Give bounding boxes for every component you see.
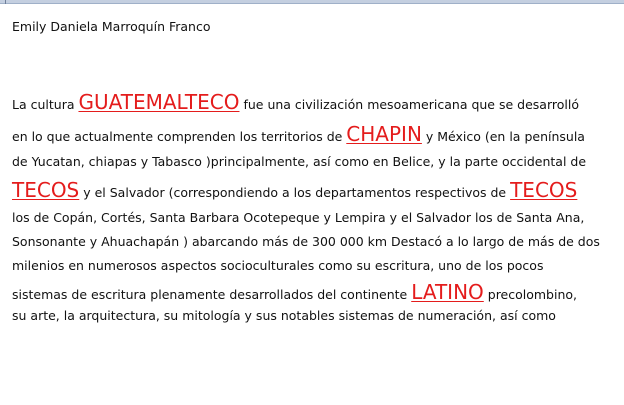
paragraph-line [12,148,586,176]
text-run: los de Copán, Cortés, Santa Barbara Ocotepeque y Lempira y el Salvador los de Santa Ana, [12,210,585,225]
ruler-edge [0,0,624,4]
highlighted-word: LATINO [411,280,484,304]
text-run: en lo que actualmente comprenden los territorios de [12,129,347,144]
text-run: fue una civilización mesoamericana que se desarrolló [239,97,579,112]
text-run: y México (en la península [421,129,585,144]
paragraph-line [12,176,577,204]
text-run: su arte, la arquitectura, su mitología y sus notables sistemas de numeración, así como [12,308,556,323]
highlighted-word: TECOS [510,178,578,202]
text-run: de Yucatan, chiapas y Tabasco )principalmente, así como en Belice, y la parte occidental de [12,154,587,169]
text-run: sistemas de escritura plenamente desarrollados del continente [12,287,412,302]
highlighted-word: TECOS [12,178,80,202]
text-run: precolombino, [483,287,578,302]
text-run: y el Salvador (correspondiendo a los departamentos respectivos de [79,185,511,200]
paragraph-line [12,302,556,330]
highlighted-word: GUATEMALTECO [78,90,240,114]
text-run: La cultura [12,97,79,112]
text-run: Sonsonante y Ahuachapán ) abarcando más de 300 000 km Destacó a lo largo de más de dos [12,234,600,249]
paragraph-line [12,88,579,116]
paragraph-line [12,252,543,280]
paragraph-line [12,120,585,148]
highlighted-word: CHAPIN [346,122,422,146]
ruler-tick [5,0,6,4]
text-run: milenios en numerosos aspectos socioculturales como su escritura, uno de los pocos [12,258,544,273]
author-name[interactable]: Emily Daniela Marroquín Franco [12,19,211,34]
